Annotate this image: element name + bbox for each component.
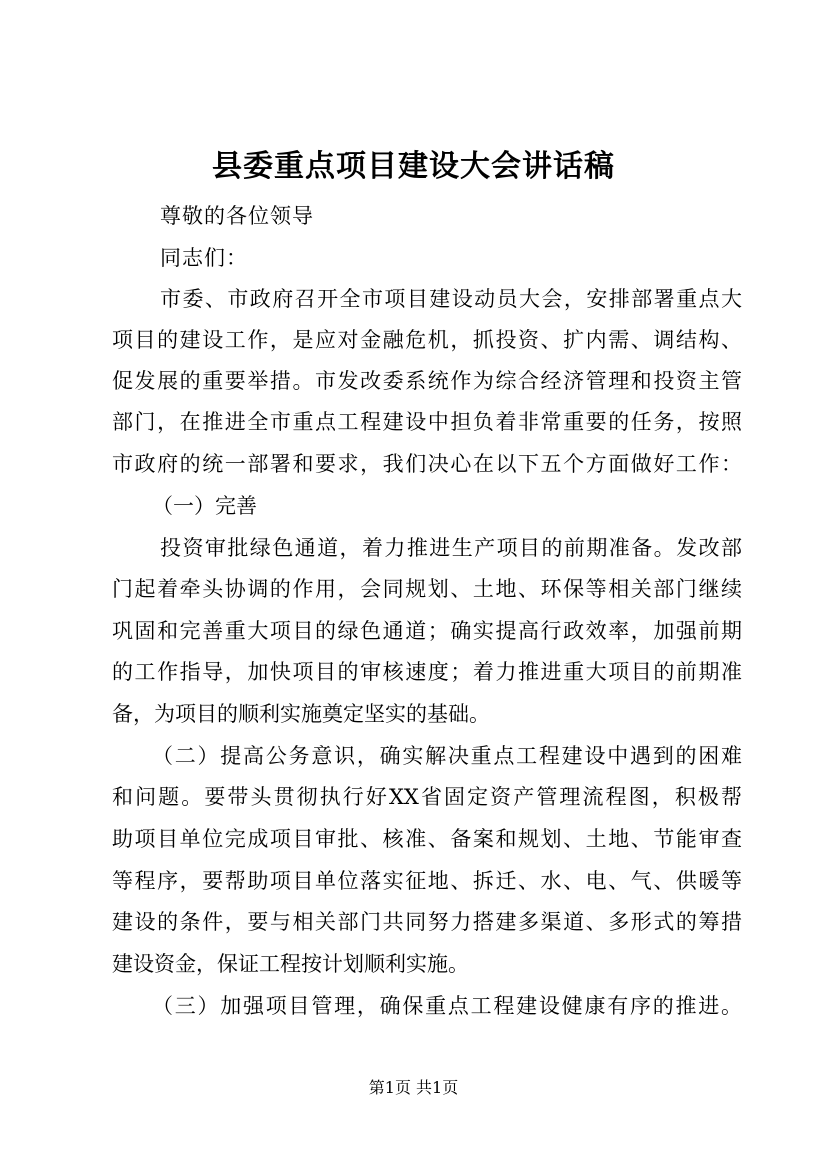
- body-line: 市政府的统一部署和要求，我们决心在以下五个方面做好工作：: [112, 452, 742, 476]
- section-heading: （一）完善: [152, 494, 257, 518]
- body-line: 的工作指导，加快项目的审核速度；着力推进重大项目的前期准: [112, 660, 742, 684]
- salutation-leaders: 尊敬的各位领导: [160, 204, 314, 228]
- body-line: 建设的条件，要与相关部门共同努力搭建多渠道、多形式的筹措: [112, 910, 742, 934]
- body-line: （三）加强项目管理，确保重点工程建设健康有序的推进。: [152, 994, 742, 1018]
- body-line: 促发展的重要举措。市发改委系统作为综合经济管理和投资主管: [112, 369, 742, 393]
- body-line: 项目的建设工作，是应对金融危机，抓投资、扩内需、调结构、: [112, 328, 742, 352]
- body-line: 等程序，要帮助项目单位落实征地、拆迁、水、电、气、供暖等: [112, 869, 742, 893]
- body-line: 备，为项目的顺利实施奠定坚实的基础。: [112, 702, 490, 726]
- body-line: 和问题。要带头贯彻执行好XX省固定资产管理流程图，积极帮: [112, 785, 742, 809]
- body-line: 门起着牵头协调的作用，会同规划、土地、环保等相关部门继续: [112, 577, 742, 601]
- salutation-comrades: 同志们：: [160, 246, 248, 270]
- body-line: 投资审批绿色通道，着力推进生产项目的前期准备。发改部: [160, 536, 742, 560]
- body-line: 部门，在推进全市重点工程建设中担负着非常重要的任务，按照: [112, 410, 742, 434]
- body-line: 建设资金，保证工程按计划顺利实施。: [112, 952, 469, 976]
- body-line: 市委、市政府召开全市项目建设动员大会，安排部署重点大: [160, 287, 742, 311]
- body-line: （二）提高公务意识，确实解决重点工程建设中遇到的困难: [152, 744, 742, 768]
- document-title: 县委重点项目建设大会讲话稿: [212, 149, 615, 184]
- page-number: 第1页 共1页: [368, 1078, 459, 1097]
- body-line: 巩固和完善重大项目的绿色通道；确实提高行政效率，加强前期: [112, 619, 742, 643]
- body-line: 助项目单位完成项目审批、核准、备案和规划、土地、节能审查: [112, 827, 742, 851]
